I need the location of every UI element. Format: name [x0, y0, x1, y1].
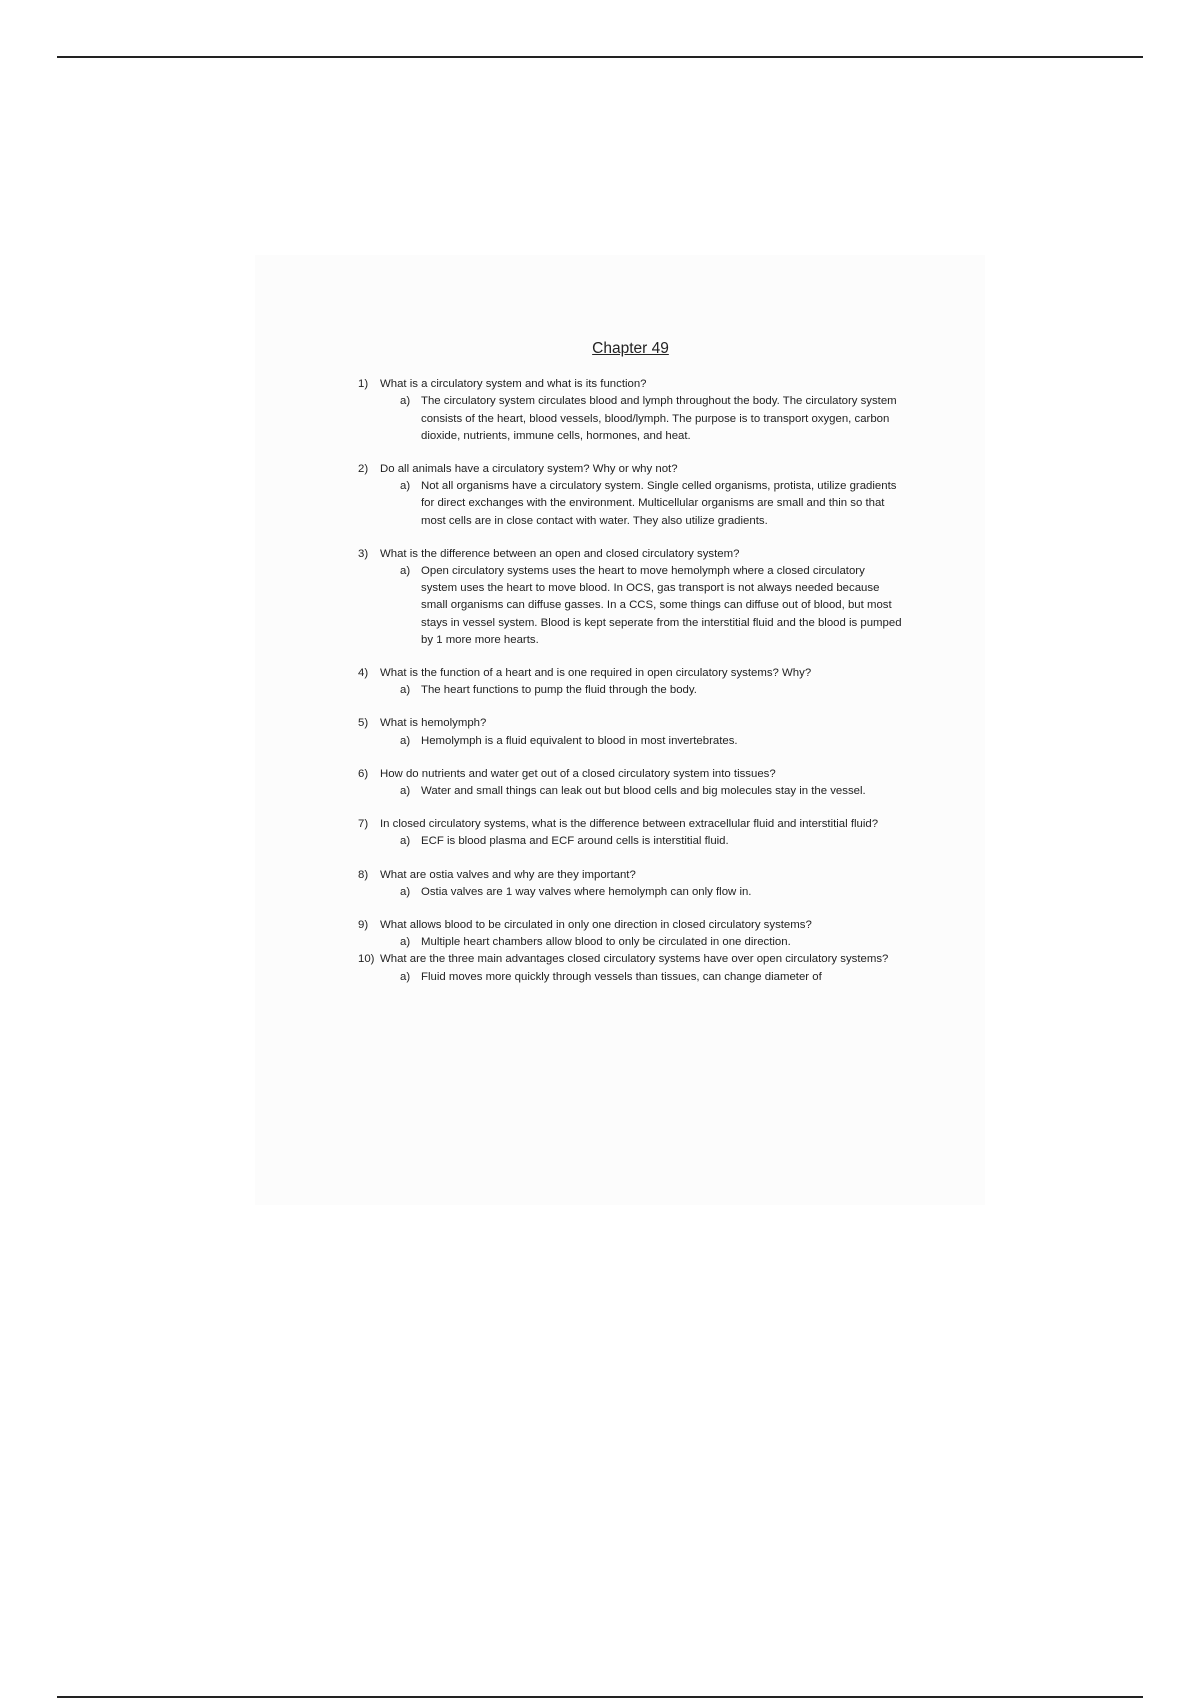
question-text: How do nutrients and water get out of a closed circulatory system into tissues? — [380, 767, 776, 780]
answer-label: a) — [400, 835, 411, 848]
answer-text: ECF is blood plasma and ECF around cells is interstitial fluid. — [421, 835, 729, 848]
question-number: 1) — [358, 378, 369, 391]
question-item — [358, 867, 903, 901]
question-item — [358, 816, 903, 850]
answer-label: a) — [400, 734, 411, 747]
question-number: 10) — [358, 953, 375, 966]
question-number: 7) — [358, 818, 369, 831]
question-text: What is the function of a heart and is one required in open circulatory systems? Why? — [380, 667, 812, 680]
answer-text: The heart functions to pump the fluid through the body. — [421, 684, 697, 697]
question-number: 6) — [358, 767, 369, 780]
question-text: In closed circulatory systems, what is the difference between extracellular fluid and interstitial fluid? — [380, 818, 879, 831]
question-text: What are the three main advantages closed circulatory systems have over open circulatory systems? — [380, 953, 889, 966]
question-number: 9) — [358, 919, 369, 932]
answer-text: Water and small things can leak out but blood cells and big molecules stay in the vessel. — [421, 785, 866, 798]
question-number: 5) — [358, 717, 369, 730]
question-item — [358, 461, 903, 530]
answer-text: Ostia valves are 1 way valves where hemolymph can only flow in. — [421, 885, 752, 898]
answer-text: Fluid moves more quickly through vessels than tissues, can change diameter of — [421, 970, 822, 983]
question-text: What is a circulatory system and what is its function? — [380, 378, 647, 391]
answer-text: Hemolymph is a fluid equivalent to blood in most invertebrates. — [421, 734, 738, 747]
document-page — [358, 340, 903, 986]
question-text: Do all animals have a circulatory system? Why or why not? — [380, 463, 678, 476]
answer-text: Open circulatory systems uses the heart to move hemolymph where a closed circulatory system uses the heart to move blood. In OCS, gas transport is not always needed because small organisms can diffuse gasses. In a CCS, some things can diffuse out of blood, but most stays in vessel system. Blood is kept seperate from the interstitial fluid and the blood is pumped by 1 more more hearts. — [421, 565, 902, 646]
question-item — [358, 665, 903, 699]
question-item — [358, 951, 903, 985]
question-number: 2) — [358, 463, 369, 476]
question-text: What are ostia valves and why are they important? — [380, 868, 636, 881]
question-text: What is hemolymph? — [380, 717, 487, 730]
answer-label: a) — [400, 395, 411, 408]
question-item — [358, 546, 903, 649]
answer-label: a) — [400, 785, 411, 798]
question-number: 4) — [358, 667, 369, 680]
question-item — [358, 715, 903, 749]
answer-label: a) — [400, 565, 411, 578]
question-number: 8) — [358, 868, 369, 881]
page-title: Chapter 49 — [592, 340, 669, 357]
question-item — [358, 917, 903, 951]
question-number: 3) — [358, 547, 369, 560]
answer-label: a) — [400, 885, 411, 898]
question-text: What allows blood to be circulated in only one direction in closed circulatory systems? — [380, 919, 812, 932]
answer-label: a) — [400, 936, 411, 949]
top-divider — [57, 56, 1143, 58]
answer-label: a) — [400, 970, 411, 983]
answer-label: a) — [400, 480, 411, 493]
answer-text: Multiple heart chambers allow blood to only be circulated in one direction. — [421, 936, 791, 949]
answer-text: Not all organisms have a circulatory system. Single celled organisms, protista, utilize gradients for direct exchanges with the environment. Multicellular organisms are small and thin so that most cells are in close contact with water. They also utilize gradients. — [421, 480, 897, 527]
question-item — [358, 376, 903, 445]
question-text: What is the difference between an open and closed circulatory system? — [380, 547, 740, 560]
answer-label: a) — [400, 684, 411, 697]
bottom-divider — [57, 1696, 1143, 1698]
question-item — [358, 766, 903, 800]
answer-text: The circulatory system circulates blood and lymph throughout the body. The circulatory system consists of the heart, blood vessels, blood/lymph. The purpose is to transport oxygen, carbon dioxide, nutrients, immune cells, hormones, and heat. — [421, 395, 897, 442]
